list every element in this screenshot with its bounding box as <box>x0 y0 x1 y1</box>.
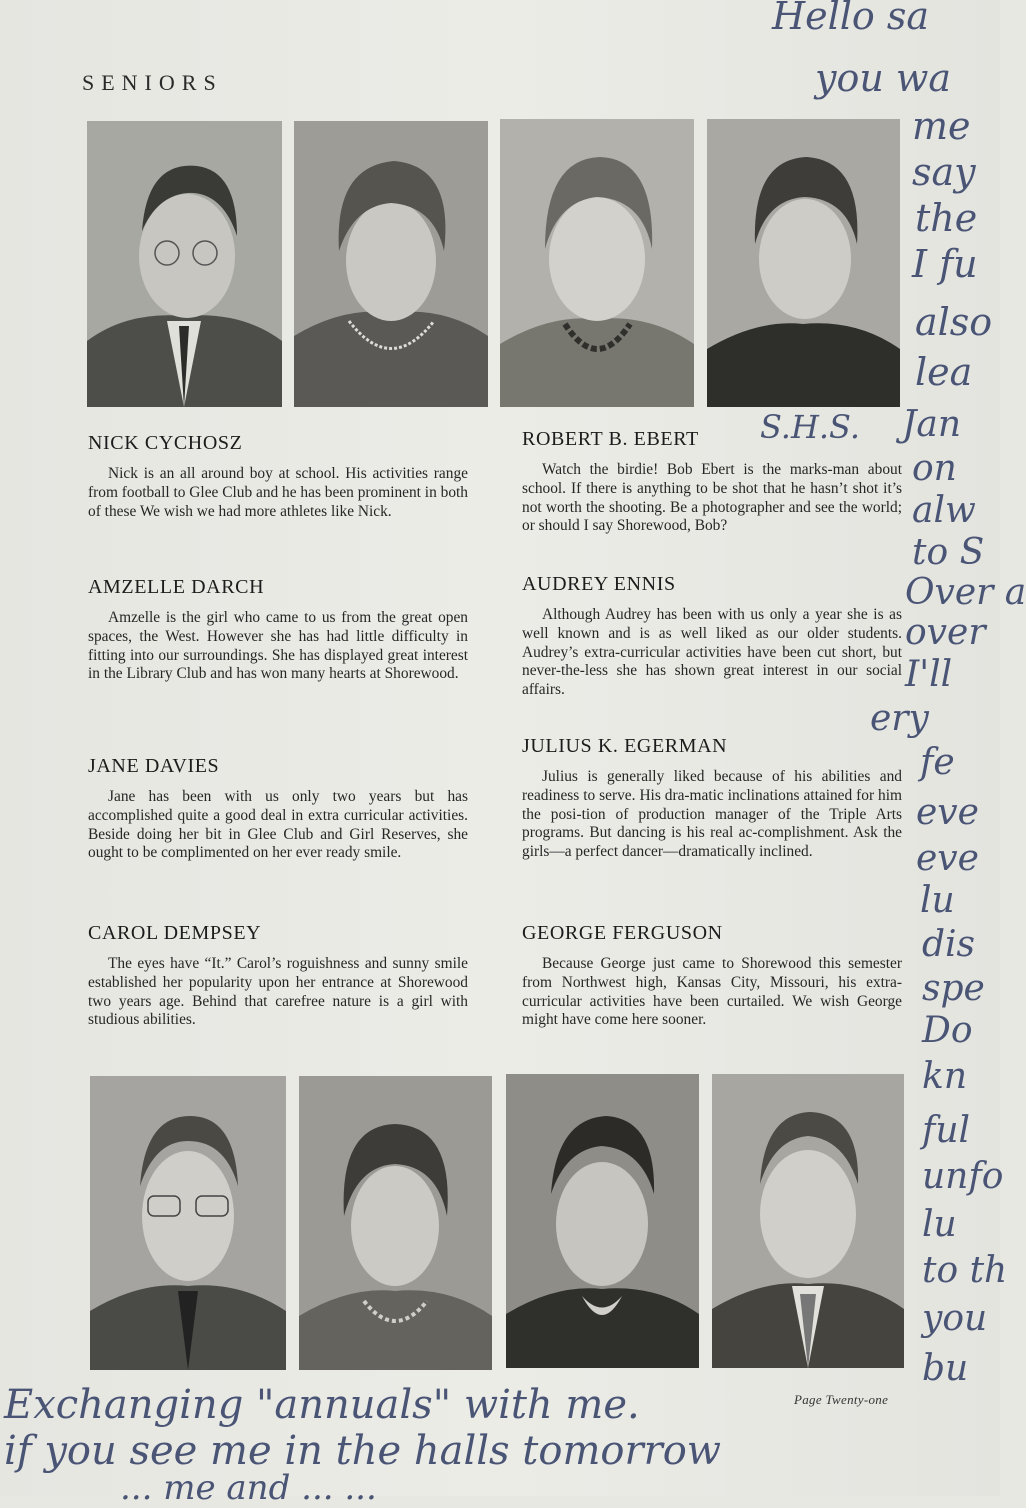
student-name: JULIUS K. EGERMAN <box>522 735 728 757</box>
student-name: NICK CYCHOSZ <box>88 432 243 454</box>
section-title: SENIORS <box>82 70 223 95</box>
handwriting-line: Do <box>922 1010 973 1051</box>
handwriting-line: Hello sa <box>772 0 930 38</box>
senior-bio-jane-davies <box>88 755 468 863</box>
handwriting-line: eve <box>916 838 979 879</box>
student-description: Jane has been with us only two years but has accomplished quite a good deal in extra curricular activities. Beside doing her bit in Glee Club and Girl Reserves, she ought to be complimented on her ever ready smile. <box>88 788 468 862</box>
handwriting-line: eve <box>916 792 979 833</box>
handwriting-line: to S <box>912 532 985 573</box>
student-description: Amzelle is the girl who came to us from the great open spaces, the West. However she has had little difficulty in fitting into our surroundings. She has displayed great interest in the Library Club and has won many hearts at Shorewood. <box>88 609 468 683</box>
portrait-photo-amzelle-darch <box>294 121 488 407</box>
student-description: The eyes have “It.” Carol’s roguishness and sunny smile established her popularity upon her entrance at Shorewood two years age. Behind that carefree nature is a girl with studious abilities. <box>88 955 468 1029</box>
handwriting-line: to th <box>922 1250 1008 1291</box>
page-number: Page Twenty-one <box>794 1392 889 1407</box>
handwriting-line: also <box>915 300 993 344</box>
student-name: JANE DAVIES <box>88 755 220 777</box>
student-name: AUDREY ENNIS <box>522 573 676 595</box>
portrait-photo-bottom-3 <box>506 1074 699 1368</box>
handwriting-line: Exchanging "annuals" with me. <box>4 1382 640 1428</box>
handwriting-line: lu <box>922 1204 957 1245</box>
handwriting-line: lu <box>920 880 955 921</box>
student-description: Watch the birdie! Bob Ebert is the marks-man about school. If there is anything to be shot that he hasn’t shot it’s not worth the shooting. Be a photographer and see the world; or should I say Shorewood, Bob? <box>522 461 902 535</box>
handwriting-line: over <box>905 612 986 653</box>
handwriting-line: fe <box>920 742 955 783</box>
student-name: ROBERT B. EBERT <box>522 428 699 450</box>
portrait-photo-carol-dempsey-bottom-1 <box>90 1076 286 1370</box>
handwriting-line: the <box>915 196 978 240</box>
handwriting-line: say <box>912 150 976 194</box>
handwriting-line: alw <box>912 490 976 531</box>
portrait-photo-bottom-4 <box>712 1074 904 1368</box>
senior-bio-robert-ebert <box>522 428 902 536</box>
handwriting-line: Over a <box>905 572 1026 613</box>
senior-bio-carol-dempsey <box>88 922 468 1030</box>
senior-bio-george-ferguson <box>522 922 902 1030</box>
senior-bio-julius-egerman <box>522 735 902 862</box>
senior-bio-audrey-ennis <box>522 573 902 700</box>
student-description: Nick is an all around boy at school. His activities range from football to Glee Club and he has been prominent in both of these We wish we had more athletes like Nick. <box>88 465 468 520</box>
handwriting-line: ful <box>922 1110 971 1151</box>
student-name: CAROL DEMPSEY <box>88 922 262 944</box>
handwriting-line: ... me and ... ... <box>120 1468 377 1508</box>
student-name: GEORGE FERGUSON <box>522 922 723 944</box>
handwriting-line: you <box>922 1298 988 1339</box>
portrait-photo-bottom-2 <box>299 1076 492 1370</box>
handwriting-line: on <box>912 448 957 489</box>
handwriting-line: kn <box>922 1056 967 1097</box>
student-description: Julius is generally liked because of his abilities and readiness to serve. His dra-matic inclinations attained for him the posi-tion of production manager of the Triple Arts programs. But dancing is his real ac-complishment. Ask the girls—a perfect dancer—dramatically inclined. <box>522 768 902 861</box>
handwriting-line: if you see me in the halls tomorrow <box>4 1428 722 1474</box>
portrait-photo-nick-cychosz <box>87 121 282 407</box>
handwriting-line: unfo <box>922 1156 1004 1197</box>
handwriting-line: you wa <box>815 56 952 100</box>
student-description: Although Audrey has been with us only a year she is as well known and is as well liked as our older students. Audrey’s extra-curricular activities have been cut short, but never-the-less she has shown great interest in our social affairs. <box>522 606 902 699</box>
student-name: AMZELLE DARCH <box>88 576 265 598</box>
handwriting-shs: S.H.S. <box>760 408 860 446</box>
portrait-photo-audrey-ennis <box>707 119 900 407</box>
handwriting-line: me <box>912 104 971 148</box>
handwriting-line: lea <box>915 350 973 394</box>
handwriting-line: bu <box>922 1348 969 1389</box>
senior-bio-nick-cychosz <box>88 432 468 521</box>
handwriting-line: I'll <box>905 654 953 695</box>
handwriting-line: spe <box>922 968 985 1009</box>
handwriting-line: ery <box>870 698 929 739</box>
senior-bio-amzelle-darch <box>88 576 468 684</box>
handwriting-line: dis <box>922 924 976 965</box>
handwriting-line: Jan <box>902 404 962 445</box>
student-description: Because George just came to Shorewood this semester from Northwest high, Kansas City, Missouri, his extra-curricular activities have been curtailed. We wish George might have come here sooner. <box>522 955 902 1029</box>
handwriting-line: I fu <box>912 242 978 286</box>
portrait-photo-robert-ebert <box>500 119 694 407</box>
